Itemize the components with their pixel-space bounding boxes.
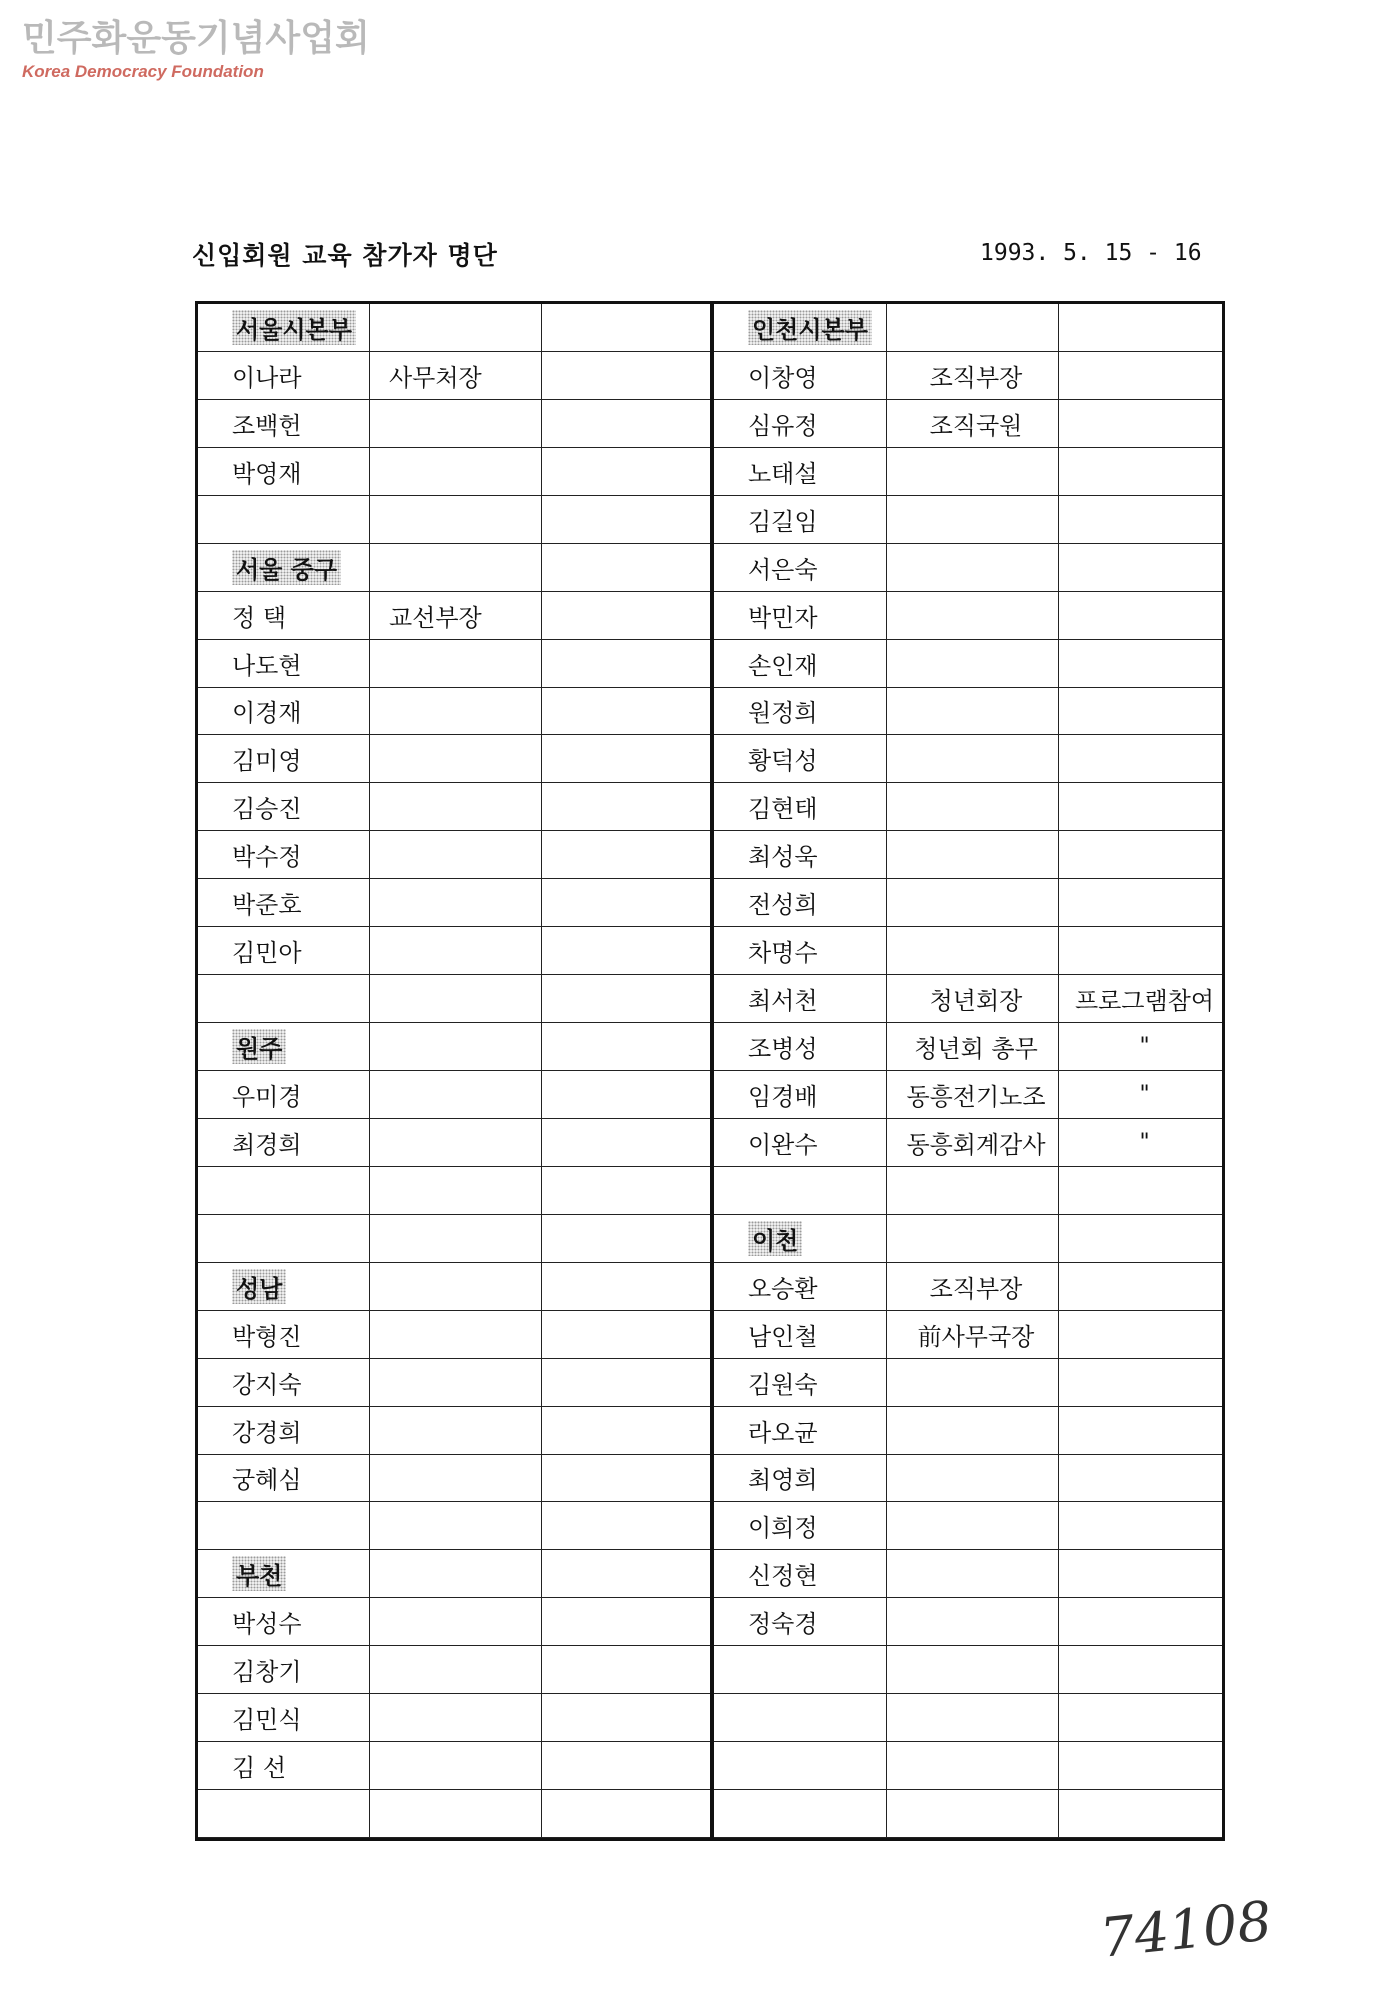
cell-text: 나도현 xyxy=(232,651,302,680)
table-cell xyxy=(714,1407,886,1454)
participant-roster-table xyxy=(195,301,1225,1841)
cell-text: 조백헌 xyxy=(232,411,302,440)
table-cell xyxy=(1058,1790,1225,1837)
cell-text: 최경희 xyxy=(232,1130,302,1159)
cell-text: 오승환 xyxy=(748,1274,818,1303)
cell-text: 김미영 xyxy=(232,747,302,776)
table-cell xyxy=(1058,1502,1225,1549)
table-cell xyxy=(886,1215,1058,1262)
table-cell xyxy=(541,304,710,351)
table-cell xyxy=(886,1550,1058,1597)
table-cell xyxy=(541,544,710,591)
table-cell xyxy=(886,1502,1058,1549)
table-cell xyxy=(541,1550,710,1597)
table-cell xyxy=(541,1023,710,1070)
table-cell xyxy=(1058,1263,1225,1310)
table-cell xyxy=(198,1023,369,1070)
table-cell xyxy=(714,879,886,926)
table-cell xyxy=(1058,1119,1225,1166)
table-cell xyxy=(886,1455,1058,1502)
group-header-label: 이천 xyxy=(748,1221,802,1256)
table-cell xyxy=(198,1550,369,1597)
table-cell xyxy=(369,544,541,591)
table-cell xyxy=(1058,1311,1225,1358)
cell-text: 조병성 xyxy=(748,1035,818,1064)
cell-text: 교선부장 xyxy=(389,603,482,632)
table-cell xyxy=(541,1598,710,1645)
table-cell xyxy=(369,1263,541,1310)
table-cell xyxy=(714,544,886,591)
table-cell xyxy=(886,975,1058,1022)
table-cell xyxy=(198,1119,369,1166)
table-cell xyxy=(714,1694,886,1741)
cell-text: 박준호 xyxy=(232,891,302,920)
cell-text: 최영희 xyxy=(748,1466,818,1495)
table-cell xyxy=(369,496,541,543)
table-cell xyxy=(198,544,369,591)
table-cell xyxy=(369,1646,541,1693)
table-cell xyxy=(1058,544,1225,591)
table-cell xyxy=(886,688,1058,735)
cell-text: 청년회장 xyxy=(929,987,1023,1016)
table-cell xyxy=(541,735,710,782)
cell-text: 김현태 xyxy=(748,795,818,824)
cell-text: " xyxy=(1139,1034,1150,1060)
table-cell xyxy=(369,640,541,687)
table-cell xyxy=(369,688,541,735)
table-cell xyxy=(714,1646,886,1693)
table-cell xyxy=(886,544,1058,591)
table-cell xyxy=(198,1407,369,1454)
table-cell xyxy=(714,831,886,878)
table-cell xyxy=(541,879,710,926)
cell-text: 이완수 xyxy=(748,1130,818,1159)
table-cell xyxy=(886,1694,1058,1741)
table-cell xyxy=(1058,1359,1225,1406)
table-cell xyxy=(369,400,541,447)
table-cell xyxy=(198,496,369,543)
table-cell xyxy=(1058,304,1225,351)
table-cell xyxy=(714,448,886,495)
table-cell xyxy=(886,304,1058,351)
table-cell xyxy=(369,1742,541,1789)
watermark-korean: 민주화운동기념사업회 xyxy=(22,17,370,59)
table-cell xyxy=(369,1119,541,1166)
cell-text: " xyxy=(1139,1081,1150,1107)
table-cell xyxy=(198,1311,369,1358)
cell-text: 프로그램참여 xyxy=(1074,987,1215,1016)
table-cell xyxy=(1058,496,1225,543)
cell-text: 전성희 xyxy=(748,891,818,920)
table-cell xyxy=(369,1071,541,1118)
table-cell xyxy=(541,400,710,447)
table-cell xyxy=(198,448,369,495)
table-cell xyxy=(886,1407,1058,1454)
table-cell xyxy=(198,783,369,830)
group-header-label: 서울시본부 xyxy=(232,310,356,345)
table-cell xyxy=(714,592,886,639)
table-cell xyxy=(714,304,886,351)
table-cell xyxy=(1058,448,1225,495)
cell-text: 박수정 xyxy=(232,843,302,872)
cell-text: 우미경 xyxy=(232,1082,302,1111)
table-cell xyxy=(886,496,1058,543)
table-cell xyxy=(198,1790,369,1837)
table-cell xyxy=(886,927,1058,974)
table-cell xyxy=(198,1167,369,1214)
cell-text: 이창영 xyxy=(748,363,818,392)
table-cell xyxy=(886,1359,1058,1406)
table-cell xyxy=(541,1359,710,1406)
cell-text: 궁혜심 xyxy=(232,1466,302,1495)
table-cell xyxy=(198,1359,369,1406)
column-divider xyxy=(369,304,370,1838)
table-cell xyxy=(198,735,369,782)
group-header-label: 인천시본부 xyxy=(748,310,872,345)
cell-text: 강경희 xyxy=(232,1418,302,1447)
table-cell xyxy=(541,1167,710,1214)
table-cell xyxy=(886,1311,1058,1358)
table-cell xyxy=(886,1071,1058,1118)
cell-text: 이희정 xyxy=(748,1514,818,1543)
cell-text: 청년회 총무 xyxy=(914,1035,1038,1064)
table-cell xyxy=(714,783,886,830)
table-cell xyxy=(886,592,1058,639)
table-cell xyxy=(541,352,710,399)
table-cell xyxy=(198,1598,369,1645)
cell-text: 황덕성 xyxy=(748,747,818,776)
cell-text: 정 택 xyxy=(232,603,286,632)
table-cell xyxy=(198,592,369,639)
table-cell xyxy=(1058,640,1225,687)
table-cell xyxy=(714,352,886,399)
table-cell xyxy=(369,1311,541,1358)
column-divider xyxy=(541,304,542,1838)
table-cell xyxy=(886,1023,1058,1070)
cell-text: 동흥전기노조 xyxy=(906,1082,1046,1111)
table-cell xyxy=(541,688,710,735)
table-cell xyxy=(369,1407,541,1454)
table-cell xyxy=(198,640,369,687)
table-cell xyxy=(714,1359,886,1406)
group-header-label: 부천 xyxy=(232,1556,286,1591)
table-cell xyxy=(369,1502,541,1549)
table-cell xyxy=(369,1215,541,1262)
cell-text: 사무처장 xyxy=(389,363,482,392)
table-cell xyxy=(198,879,369,926)
table-cell xyxy=(886,640,1058,687)
column-divider xyxy=(886,304,887,1838)
table-cell xyxy=(369,448,541,495)
cell-text: " xyxy=(1139,1129,1150,1155)
table-cell xyxy=(886,1646,1058,1693)
center-double-divider xyxy=(710,304,714,1838)
table-cell xyxy=(1058,1550,1225,1597)
table-cell xyxy=(541,1071,710,1118)
table-cell xyxy=(714,927,886,974)
table-cell xyxy=(541,1263,710,1310)
cell-text: 김창기 xyxy=(232,1658,302,1687)
table-cell xyxy=(541,448,710,495)
cell-text: 서은숙 xyxy=(748,555,818,584)
cell-text: 박영재 xyxy=(232,459,302,488)
table-cell xyxy=(198,1071,369,1118)
table-cell xyxy=(1058,1598,1225,1645)
cell-text: 최서천 xyxy=(748,987,818,1016)
table-cell xyxy=(886,831,1058,878)
table-cell xyxy=(198,975,369,1022)
watermark xyxy=(22,16,370,82)
table-cell xyxy=(198,688,369,735)
table-cell xyxy=(1058,1071,1225,1118)
table-cell xyxy=(369,975,541,1022)
table-cell xyxy=(369,927,541,974)
table-cell xyxy=(714,688,886,735)
cell-text: 김길임 xyxy=(748,507,818,536)
cell-text: 남인철 xyxy=(748,1322,818,1351)
table-cell xyxy=(541,1742,710,1789)
table-cell xyxy=(886,1790,1058,1837)
table-cell xyxy=(886,735,1058,782)
table-cell xyxy=(714,1311,886,1358)
table-cell xyxy=(369,1550,541,1597)
table-cell xyxy=(198,1742,369,1789)
table-cell xyxy=(714,1167,886,1214)
table-cell xyxy=(886,1167,1058,1214)
table-cell xyxy=(198,304,369,351)
table-cell xyxy=(714,1119,886,1166)
table-cell xyxy=(886,1598,1058,1645)
cell-text: 동흥회계감사 xyxy=(906,1130,1046,1159)
table-cell xyxy=(1058,783,1225,830)
table-cell xyxy=(369,304,541,351)
table-cell xyxy=(1058,688,1225,735)
table-cell xyxy=(714,1502,886,1549)
table-cell xyxy=(714,1023,886,1070)
table-cell xyxy=(369,592,541,639)
cell-text: 신정현 xyxy=(748,1562,818,1591)
table-cell xyxy=(541,831,710,878)
table-cell xyxy=(714,1742,886,1789)
cell-text: 조직부장 xyxy=(929,363,1023,392)
cell-text: 前사무국장 xyxy=(917,1322,1035,1351)
table-cell xyxy=(198,1455,369,1502)
table-cell xyxy=(369,1790,541,1837)
table-cell xyxy=(1058,879,1225,926)
table-cell xyxy=(369,1359,541,1406)
table-cell xyxy=(198,831,369,878)
cell-text: 원정희 xyxy=(748,699,818,728)
table-cell xyxy=(541,1215,710,1262)
table-cell xyxy=(1058,975,1225,1022)
table-cell xyxy=(369,1694,541,1741)
table-cell xyxy=(541,1311,710,1358)
table-cell xyxy=(198,1502,369,1549)
cell-text: 손인재 xyxy=(748,651,818,680)
table-cell xyxy=(198,927,369,974)
table-cell xyxy=(198,1646,369,1693)
table-cell xyxy=(369,1455,541,1502)
cell-text: 김민식 xyxy=(232,1706,302,1735)
table-cell xyxy=(369,735,541,782)
table-cell xyxy=(1058,1023,1225,1070)
table-cell xyxy=(1058,1694,1225,1741)
table-cell xyxy=(541,1646,710,1693)
table-cell xyxy=(714,1071,886,1118)
cell-text: 최성욱 xyxy=(748,843,818,872)
table-cell xyxy=(541,1455,710,1502)
group-header-label: 성남 xyxy=(232,1269,286,1304)
table-cell xyxy=(1058,1215,1225,1262)
table-cell xyxy=(541,1790,710,1837)
table-cell xyxy=(541,975,710,1022)
table-cell xyxy=(541,1407,710,1454)
document-date: 1993. 5. 15 - 16 xyxy=(980,240,1202,266)
handwritten-note: 74108 xyxy=(1097,1889,1275,1970)
table-cell xyxy=(1058,927,1225,974)
table-cell xyxy=(369,1598,541,1645)
table-cell xyxy=(886,783,1058,830)
table-cell xyxy=(886,400,1058,447)
cell-text: 김 선 xyxy=(232,1754,286,1783)
table-cell xyxy=(1058,1407,1225,1454)
table-cell xyxy=(198,1215,369,1262)
cell-text: 노태설 xyxy=(748,459,818,488)
cell-text: 박민자 xyxy=(748,603,818,632)
table-cell xyxy=(369,879,541,926)
table-cell xyxy=(714,1455,886,1502)
table-cell xyxy=(886,1742,1058,1789)
table-cell xyxy=(714,1263,886,1310)
cell-text: 차명수 xyxy=(748,939,818,968)
cell-text: 박성수 xyxy=(232,1610,302,1639)
table-cell xyxy=(541,496,710,543)
table-cell xyxy=(541,640,710,687)
table-cell xyxy=(714,1598,886,1645)
cell-text: 심유정 xyxy=(748,411,818,440)
table-cell xyxy=(714,1550,886,1597)
cell-text: 강지숙 xyxy=(232,1370,302,1399)
table-cell xyxy=(1058,1167,1225,1214)
cell-text: 박형진 xyxy=(232,1322,302,1351)
cell-text: 이경재 xyxy=(232,699,302,728)
table-cell xyxy=(369,831,541,878)
table-cell xyxy=(714,1215,886,1262)
table-cell xyxy=(714,496,886,543)
table-cell xyxy=(541,1694,710,1741)
table-cell xyxy=(541,592,710,639)
table-cell xyxy=(198,400,369,447)
group-header-label: 원주 xyxy=(232,1029,286,1064)
table-cell xyxy=(1058,400,1225,447)
table-cell xyxy=(541,927,710,974)
table-cell xyxy=(1058,592,1225,639)
table-cell xyxy=(1058,735,1225,782)
table-cell xyxy=(714,400,886,447)
table-cell xyxy=(714,640,886,687)
table-cell xyxy=(369,783,541,830)
table-cell xyxy=(198,1694,369,1741)
table-cell xyxy=(1058,1455,1225,1502)
table-cell xyxy=(369,1023,541,1070)
column-divider xyxy=(1058,304,1059,1838)
cell-text: 임경배 xyxy=(748,1082,818,1111)
table-cell xyxy=(198,352,369,399)
table-cell xyxy=(1058,831,1225,878)
cell-text: 정숙경 xyxy=(748,1610,818,1639)
table-cell xyxy=(369,1167,541,1214)
cell-text: 김원숙 xyxy=(748,1370,818,1399)
table-cell xyxy=(541,783,710,830)
cell-text: 조직부장 xyxy=(929,1274,1023,1303)
cell-text: 조직국원 xyxy=(929,411,1023,440)
watermark-english: Korea Democracy Foundation xyxy=(22,62,264,81)
cell-text: 김민아 xyxy=(232,939,302,968)
table-cell xyxy=(886,1263,1058,1310)
table-cell xyxy=(198,1263,369,1310)
table-cell xyxy=(369,352,541,399)
table-cell xyxy=(1058,352,1225,399)
cell-text: 김승진 xyxy=(232,795,302,824)
document-title: 신입회원 교육 참가자 명단 xyxy=(192,241,498,270)
table-cell xyxy=(886,352,1058,399)
table-cell xyxy=(541,1119,710,1166)
table-cell xyxy=(541,1502,710,1549)
table-cell xyxy=(714,735,886,782)
table-cell xyxy=(1058,1646,1225,1693)
table-cell xyxy=(886,1119,1058,1166)
cell-text: 라오균 xyxy=(748,1418,818,1447)
group-header-label: 서울 중구 xyxy=(232,550,341,585)
table-cell xyxy=(886,448,1058,495)
table-cell xyxy=(714,975,886,1022)
table-cell xyxy=(714,1790,886,1837)
table-cell xyxy=(1058,1742,1225,1789)
cell-text: 이나라 xyxy=(232,363,302,392)
table-cell xyxy=(886,879,1058,926)
